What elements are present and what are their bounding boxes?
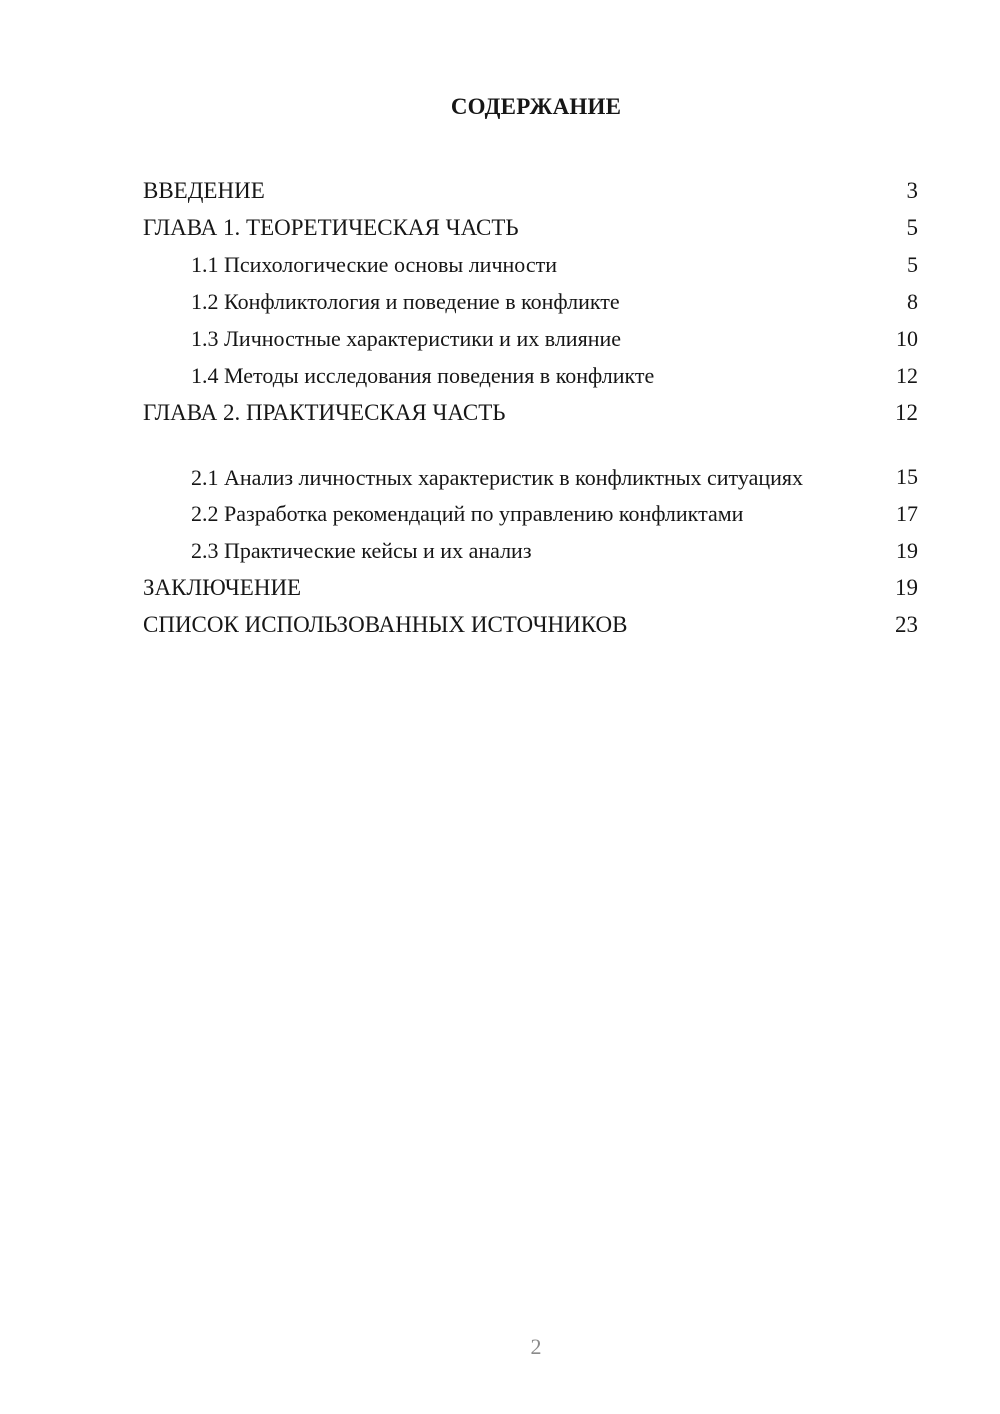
toc-entry-title: СПИСОК ИСПОЛЬЗОВАННЫХ ИСТОЧНИКОВ <box>143 612 628 637</box>
toc-entry-page: 12 <box>895 400 918 425</box>
toc-entry-chapter-1[interactable] <box>143 207 918 244</box>
toc-entry-section-2-1[interactable] <box>143 429 918 493</box>
table-of-contents <box>143 170 918 641</box>
toc-entry-page: 5 <box>907 252 918 277</box>
toc-entry-page: 23 <box>895 612 918 637</box>
toc-entry-conclusion[interactable] <box>143 567 918 604</box>
toc-entry-page: 5 <box>906 215 918 240</box>
toc-entry-section-1-2[interactable] <box>143 281 918 318</box>
toc-entry-page: 8 <box>907 289 918 314</box>
toc-entry-title: 1.2 Конфликтология и поведение в конфликте <box>191 289 620 314</box>
toc-entry-title: 2.2 Разработка рекомендаций по управлению конфликтами <box>191 501 744 526</box>
toc-entry-title: 1.3 Личностные характеристики и их влияние <box>191 326 622 351</box>
toc-entry-title: 2.3 Практические кейсы и их анализ <box>191 538 532 563</box>
toc-entry-title: ЗАКЛЮЧЕНИЕ <box>143 575 302 600</box>
toc-entry-page: 10 <box>896 326 918 351</box>
toc-entry-section-1-4[interactable] <box>143 355 918 392</box>
toc-entry-page: 19 <box>896 538 918 563</box>
toc-entry-page: 17 <box>896 501 918 526</box>
toc-entry-section-2-2[interactable] <box>143 493 918 530</box>
page-title: СОДЕРЖАНИЕ <box>450 94 622 119</box>
toc-entry-title: ГЛАВА 2. ПРАКТИЧЕСКАЯ ЧАСТЬ <box>143 400 506 425</box>
toc-entry-introduction[interactable] <box>143 170 918 207</box>
toc-entry-page: 3 <box>906 178 918 203</box>
toc-entry-title: ГЛАВА 1. ТЕОРЕТИЧЕСКАЯ ЧАСТЬ <box>143 215 519 240</box>
toc-entry-chapter-2[interactable] <box>143 392 918 429</box>
toc-entry-section-1-1[interactable] <box>143 244 918 281</box>
toc-entry-section-1-3[interactable] <box>143 318 918 355</box>
toc-entry-title: 2.1 Анализ личностных характеристик в конфликтных ситуациях <box>191 465 804 490</box>
toc-entry-page: 15 <box>896 464 918 489</box>
toc-entry-title: ВВЕДЕНИЕ <box>143 178 265 203</box>
toc-entry-page: 19 <box>895 575 918 600</box>
toc-entry-references[interactable] <box>143 604 918 641</box>
toc-entry-page: 12 <box>896 363 918 388</box>
toc-entry-title: 1.1 Психологические основы личности <box>191 252 557 277</box>
page-number: 2 <box>530 1334 542 1359</box>
toc-entry-section-2-3[interactable] <box>143 530 918 567</box>
toc-entry-title: 1.4 Методы исследования поведения в конфликте <box>191 363 655 388</box>
